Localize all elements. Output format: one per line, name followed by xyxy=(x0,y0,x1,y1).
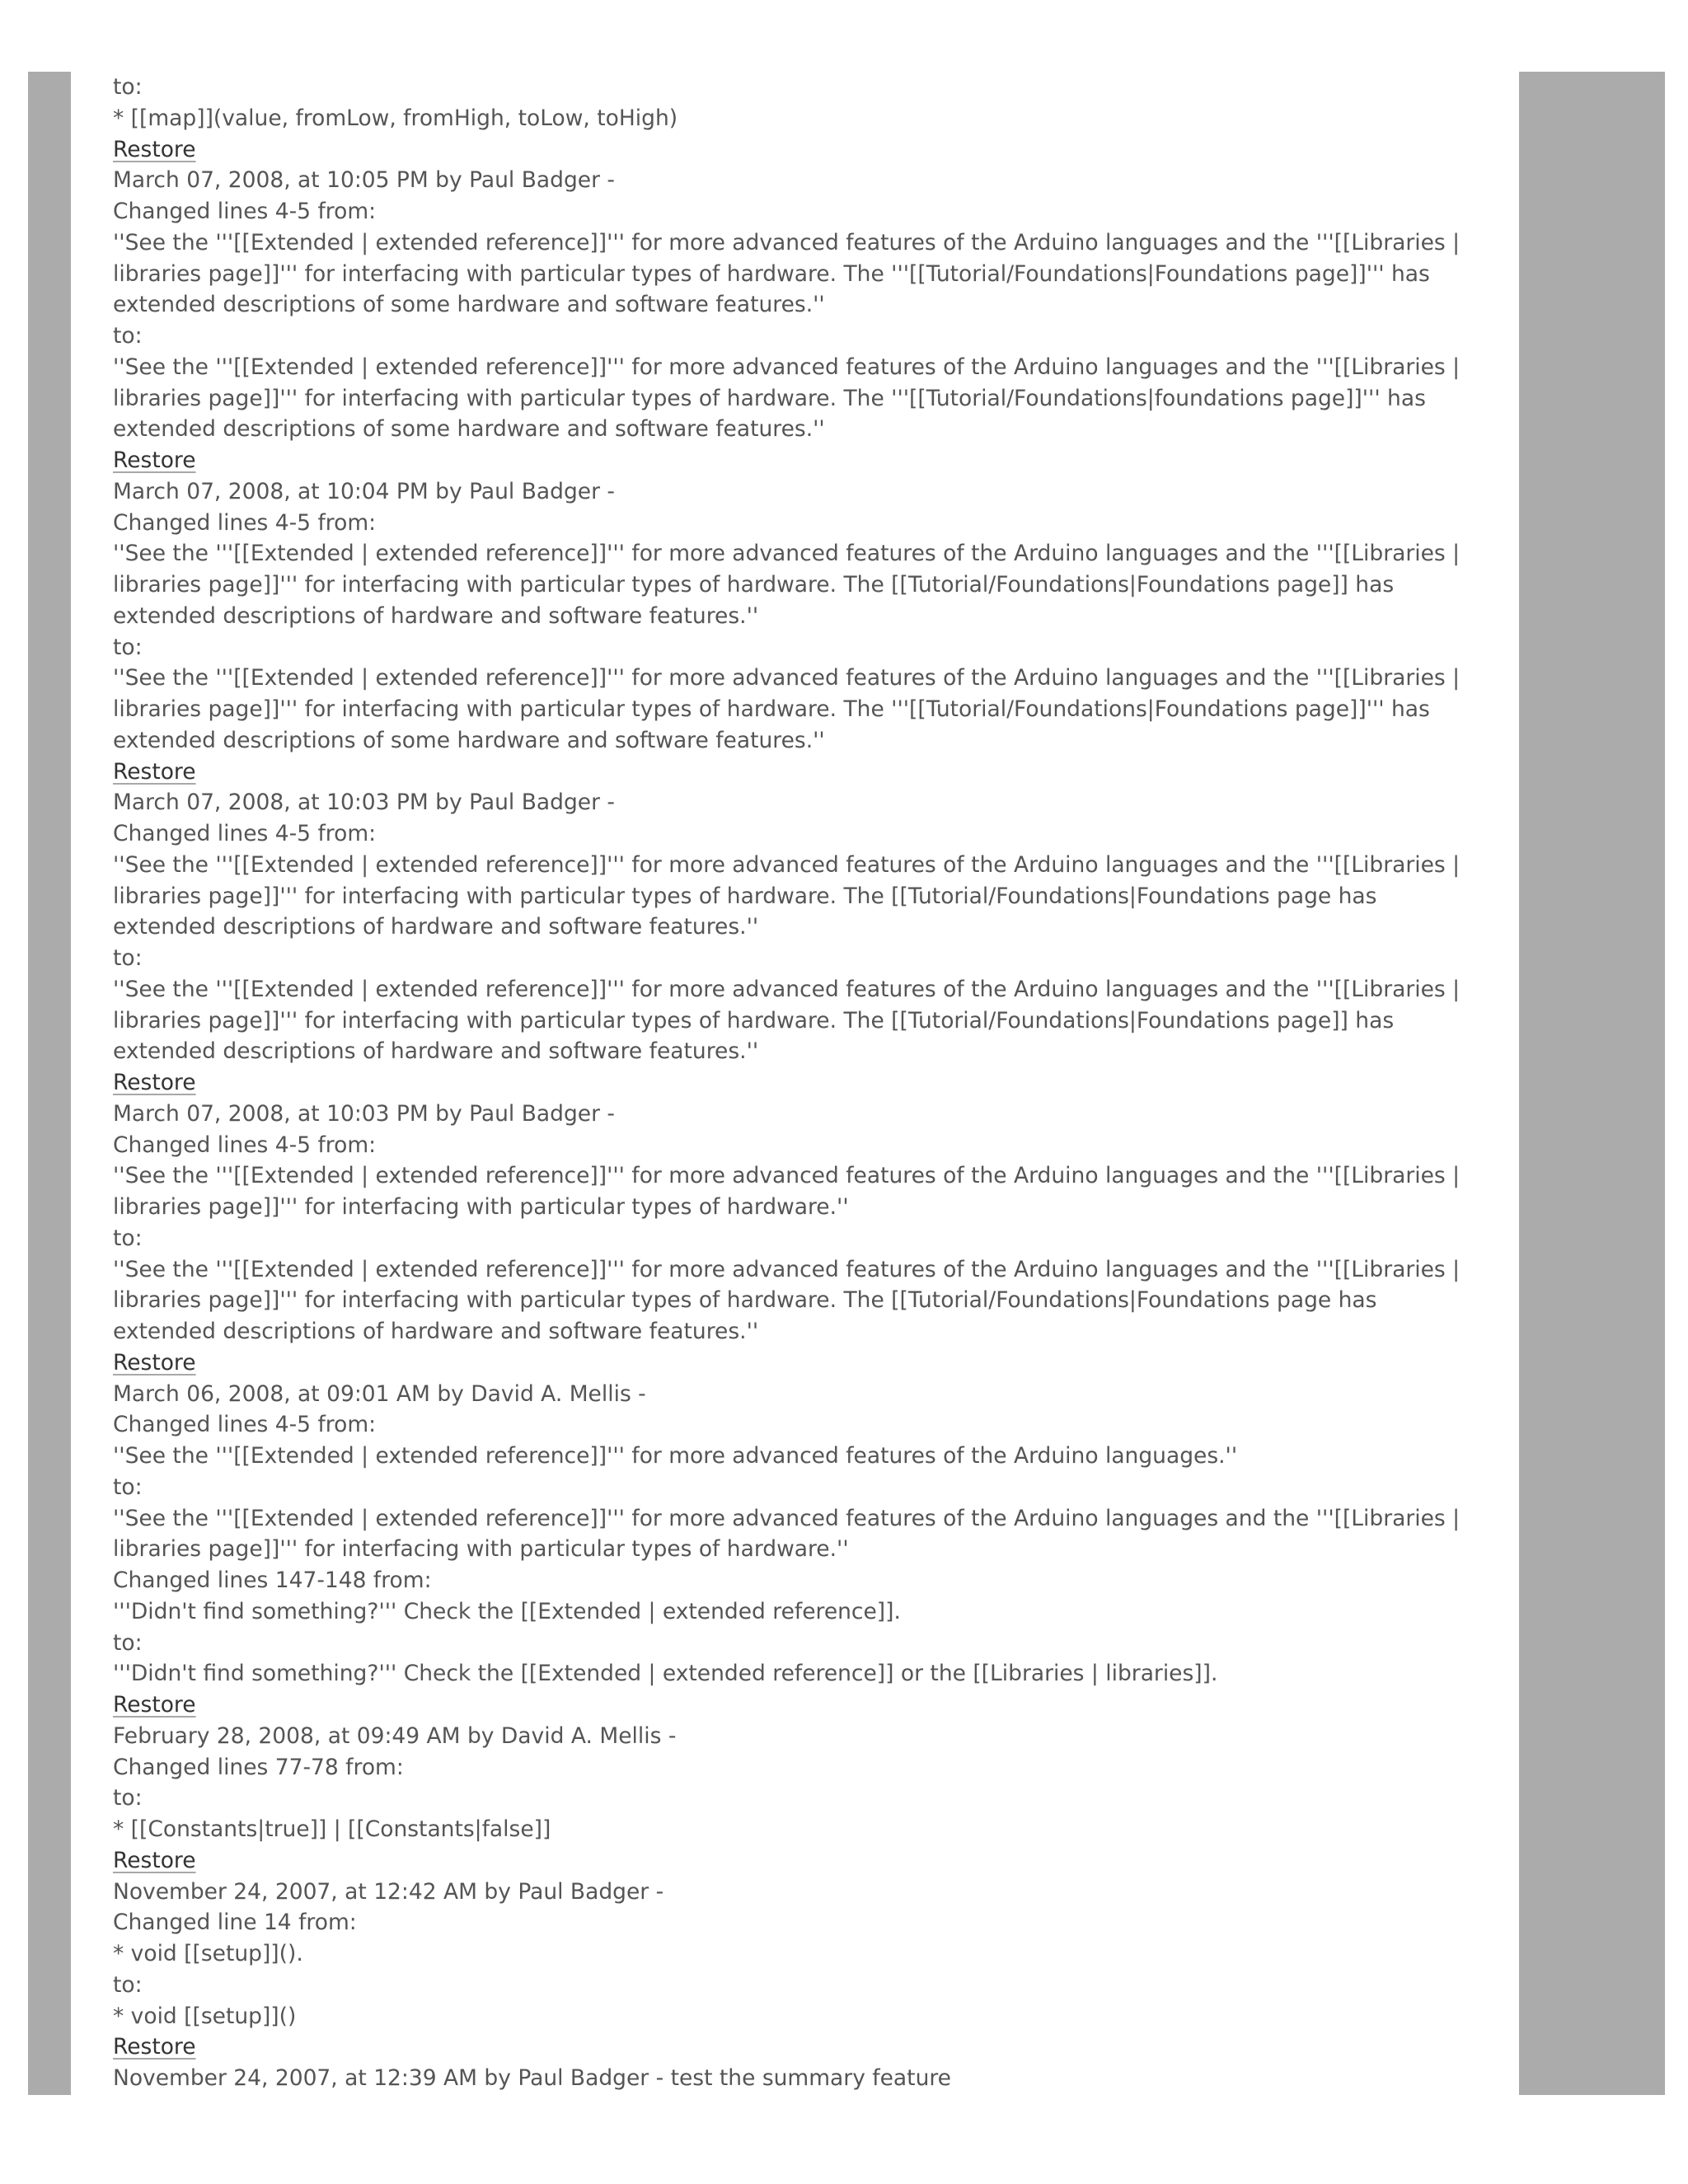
history-line: ''See the '''[[Extended | extended reference]]''' for more advanced features of the Arduino languages.'' xyxy=(113,1443,1238,1469)
restore-link[interactable]: Restore xyxy=(113,2034,196,2060)
history-line: to: xyxy=(113,74,143,100)
restore-row xyxy=(113,757,1465,788)
restore-row xyxy=(113,1845,1465,1877)
history-line: Changed lines 4-5 from: xyxy=(113,821,377,846)
history-line: * void [[setup]](). xyxy=(113,1941,303,1966)
restore-link[interactable]: Restore xyxy=(113,758,196,785)
history-line: * [[map]](value, fromLow, fromHigh, toLow, toHigh) xyxy=(113,105,678,131)
history-line: ''See the '''[[Extended | extended reference]]''' for more advanced features of the Arduino languages and the '''[[Libraries | libraries page]]''' for interfacing with particular types of hardware. The [[Tutorial/Foundations|Foundations page]] has extended descriptions of hardware and software features.'' xyxy=(113,541,1461,629)
history-line: * void [[setup]]() xyxy=(113,2003,297,2029)
history-line: Changed lines 4-5 from: xyxy=(113,199,377,224)
history-line: Changed line 14 from: xyxy=(113,1910,357,1936)
history-line: to: xyxy=(113,634,143,660)
restore-link[interactable]: Restore xyxy=(113,1847,196,1873)
history-line: ''See the '''[[Extended | extended reference]]''' for more advanced features of the Arduino languages and the '''[[Libraries | libraries page]]''' for interfacing with particular types of hardware. The '''[[Tutorial/Foundations|foundations page]]''' has extended descriptions of some hardware and software features.'' xyxy=(113,354,1461,443)
history-line: November 24, 2007, at 12:39 AM by Paul Badger - test the summary feature xyxy=(113,2065,951,2091)
restore-row xyxy=(113,1690,1465,1721)
page-history-content xyxy=(113,72,1465,2094)
restore-row xyxy=(113,134,1465,166)
history-line: '''Didn't find something?''' Check the [[Extended | extended reference]]. xyxy=(113,1598,901,1624)
restore-row xyxy=(113,1347,1465,1379)
history-line: to: xyxy=(113,1629,143,1656)
restore-link[interactable]: Restore xyxy=(113,1692,196,1718)
history-line: March 07, 2008, at 10:05 PM by Paul Badger - xyxy=(113,167,615,194)
history-line: to: xyxy=(113,1474,143,1500)
history-line: November 24, 2007, at 12:42 AM by Paul Badger - xyxy=(113,1878,664,1905)
restore-row xyxy=(113,1067,1465,1099)
history-line: to: xyxy=(113,323,143,349)
history-line: ''See the '''[[Extended | extended reference]]''' for more advanced features of the Arduino languages and the '''[[Libraries | libraries page]]''' for interfacing with particular types of hardware.'' xyxy=(113,1505,1461,1563)
history-line: ''See the '''[[Extended | extended reference]]''' for more advanced features of the Arduino languages and the '''[[Libraries | libraries page]]''' for interfacing with particular types of hardware. The '''[[Tutorial/Foundations|Foundations page]]''' has extended descriptions of some hardware and software features.'' xyxy=(113,229,1461,318)
restore-row xyxy=(113,445,1465,476)
history-line: Changed lines 4-5 from: xyxy=(113,509,377,536)
history-line: February 28, 2008, at 09:49 AM by David A. Mellis - xyxy=(113,1722,677,1749)
history-line: to: xyxy=(113,1785,143,1811)
history-line: March 07, 2008, at 10:03 PM by Paul Badger - xyxy=(113,1100,615,1127)
restore-row xyxy=(113,2032,1465,2063)
history-line: Changed lines 147-148 from: xyxy=(113,1568,432,1593)
restore-link[interactable]: Restore xyxy=(113,1349,196,1376)
restore-link[interactable]: Restore xyxy=(113,136,196,162)
restore-link[interactable]: Restore xyxy=(113,448,196,473)
history-line: March 06, 2008, at 09:01 AM by David A. Mellis - xyxy=(113,1380,646,1407)
restore-link[interactable]: Restore xyxy=(113,1070,196,1095)
history-line: ''See the '''[[Extended | extended reference]]''' for more advanced features of the Arduino languages and the '''[[Libraries | libraries page]]''' for interfacing with particular types of hardware. The [[Tutorial/Foundations|Foundations page has extended descriptions of hardware and software features.'' xyxy=(113,851,1461,940)
history-line: to: xyxy=(113,945,143,971)
history-line: ''See the '''[[Extended | extended reference]]''' for more advanced features of the Arduino languages and the '''[[Libraries | libraries page]]''' for interfacing with particular types of hardware. The [[Tutorial/Foundations|Foundations page]] has extended descriptions of hardware and software features.'' xyxy=(113,976,1461,1065)
left-border-bar xyxy=(28,72,71,2095)
history-line: Changed lines 4-5 from: xyxy=(113,1412,377,1438)
history-line: to: xyxy=(113,1971,143,1998)
right-border-bar xyxy=(1519,72,1665,2095)
history-line: Changed lines 4-5 from: xyxy=(113,1132,377,1158)
history-line: '''Didn't find something?''' Check the [[Extended | extended reference]] or the [[Libraries | libraries]]. xyxy=(113,1661,1218,1687)
history-line: ''See the '''[[Extended | extended reference]]''' for more advanced features of the Arduino languages and the '''[[Libraries | libraries page]]''' for interfacing with particular types of hardware. The [[Tutorial/Foundations|Foundations page has extended descriptions of hardware and software features.'' xyxy=(113,1256,1461,1344)
history-line: ''See the '''[[Extended | extended reference]]''' for more advanced features of the Arduino languages and the '''[[Libraries | libraries page]]''' for interfacing with particular types of hardware.'' xyxy=(113,1163,1461,1220)
history-line: to: xyxy=(113,1225,143,1251)
history-line: Changed lines 77-78 from: xyxy=(113,1754,404,1780)
history-line: ''See the '''[[Extended | extended reference]]''' for more advanced features of the Arduino languages and the '''[[Libraries | libraries page]]''' for interfacing with particular types of hardware. The '''[[Tutorial/Foundations|Foundations page]]''' has extended descriptions of some hardware and software features.'' xyxy=(113,665,1461,753)
history-line: March 07, 2008, at 10:04 PM by Paul Badger - xyxy=(113,478,615,504)
history-line: * [[Constants|true]] | [[Constants|false]] xyxy=(113,1816,551,1842)
history-line: March 07, 2008, at 10:03 PM by Paul Badger - xyxy=(113,790,615,816)
